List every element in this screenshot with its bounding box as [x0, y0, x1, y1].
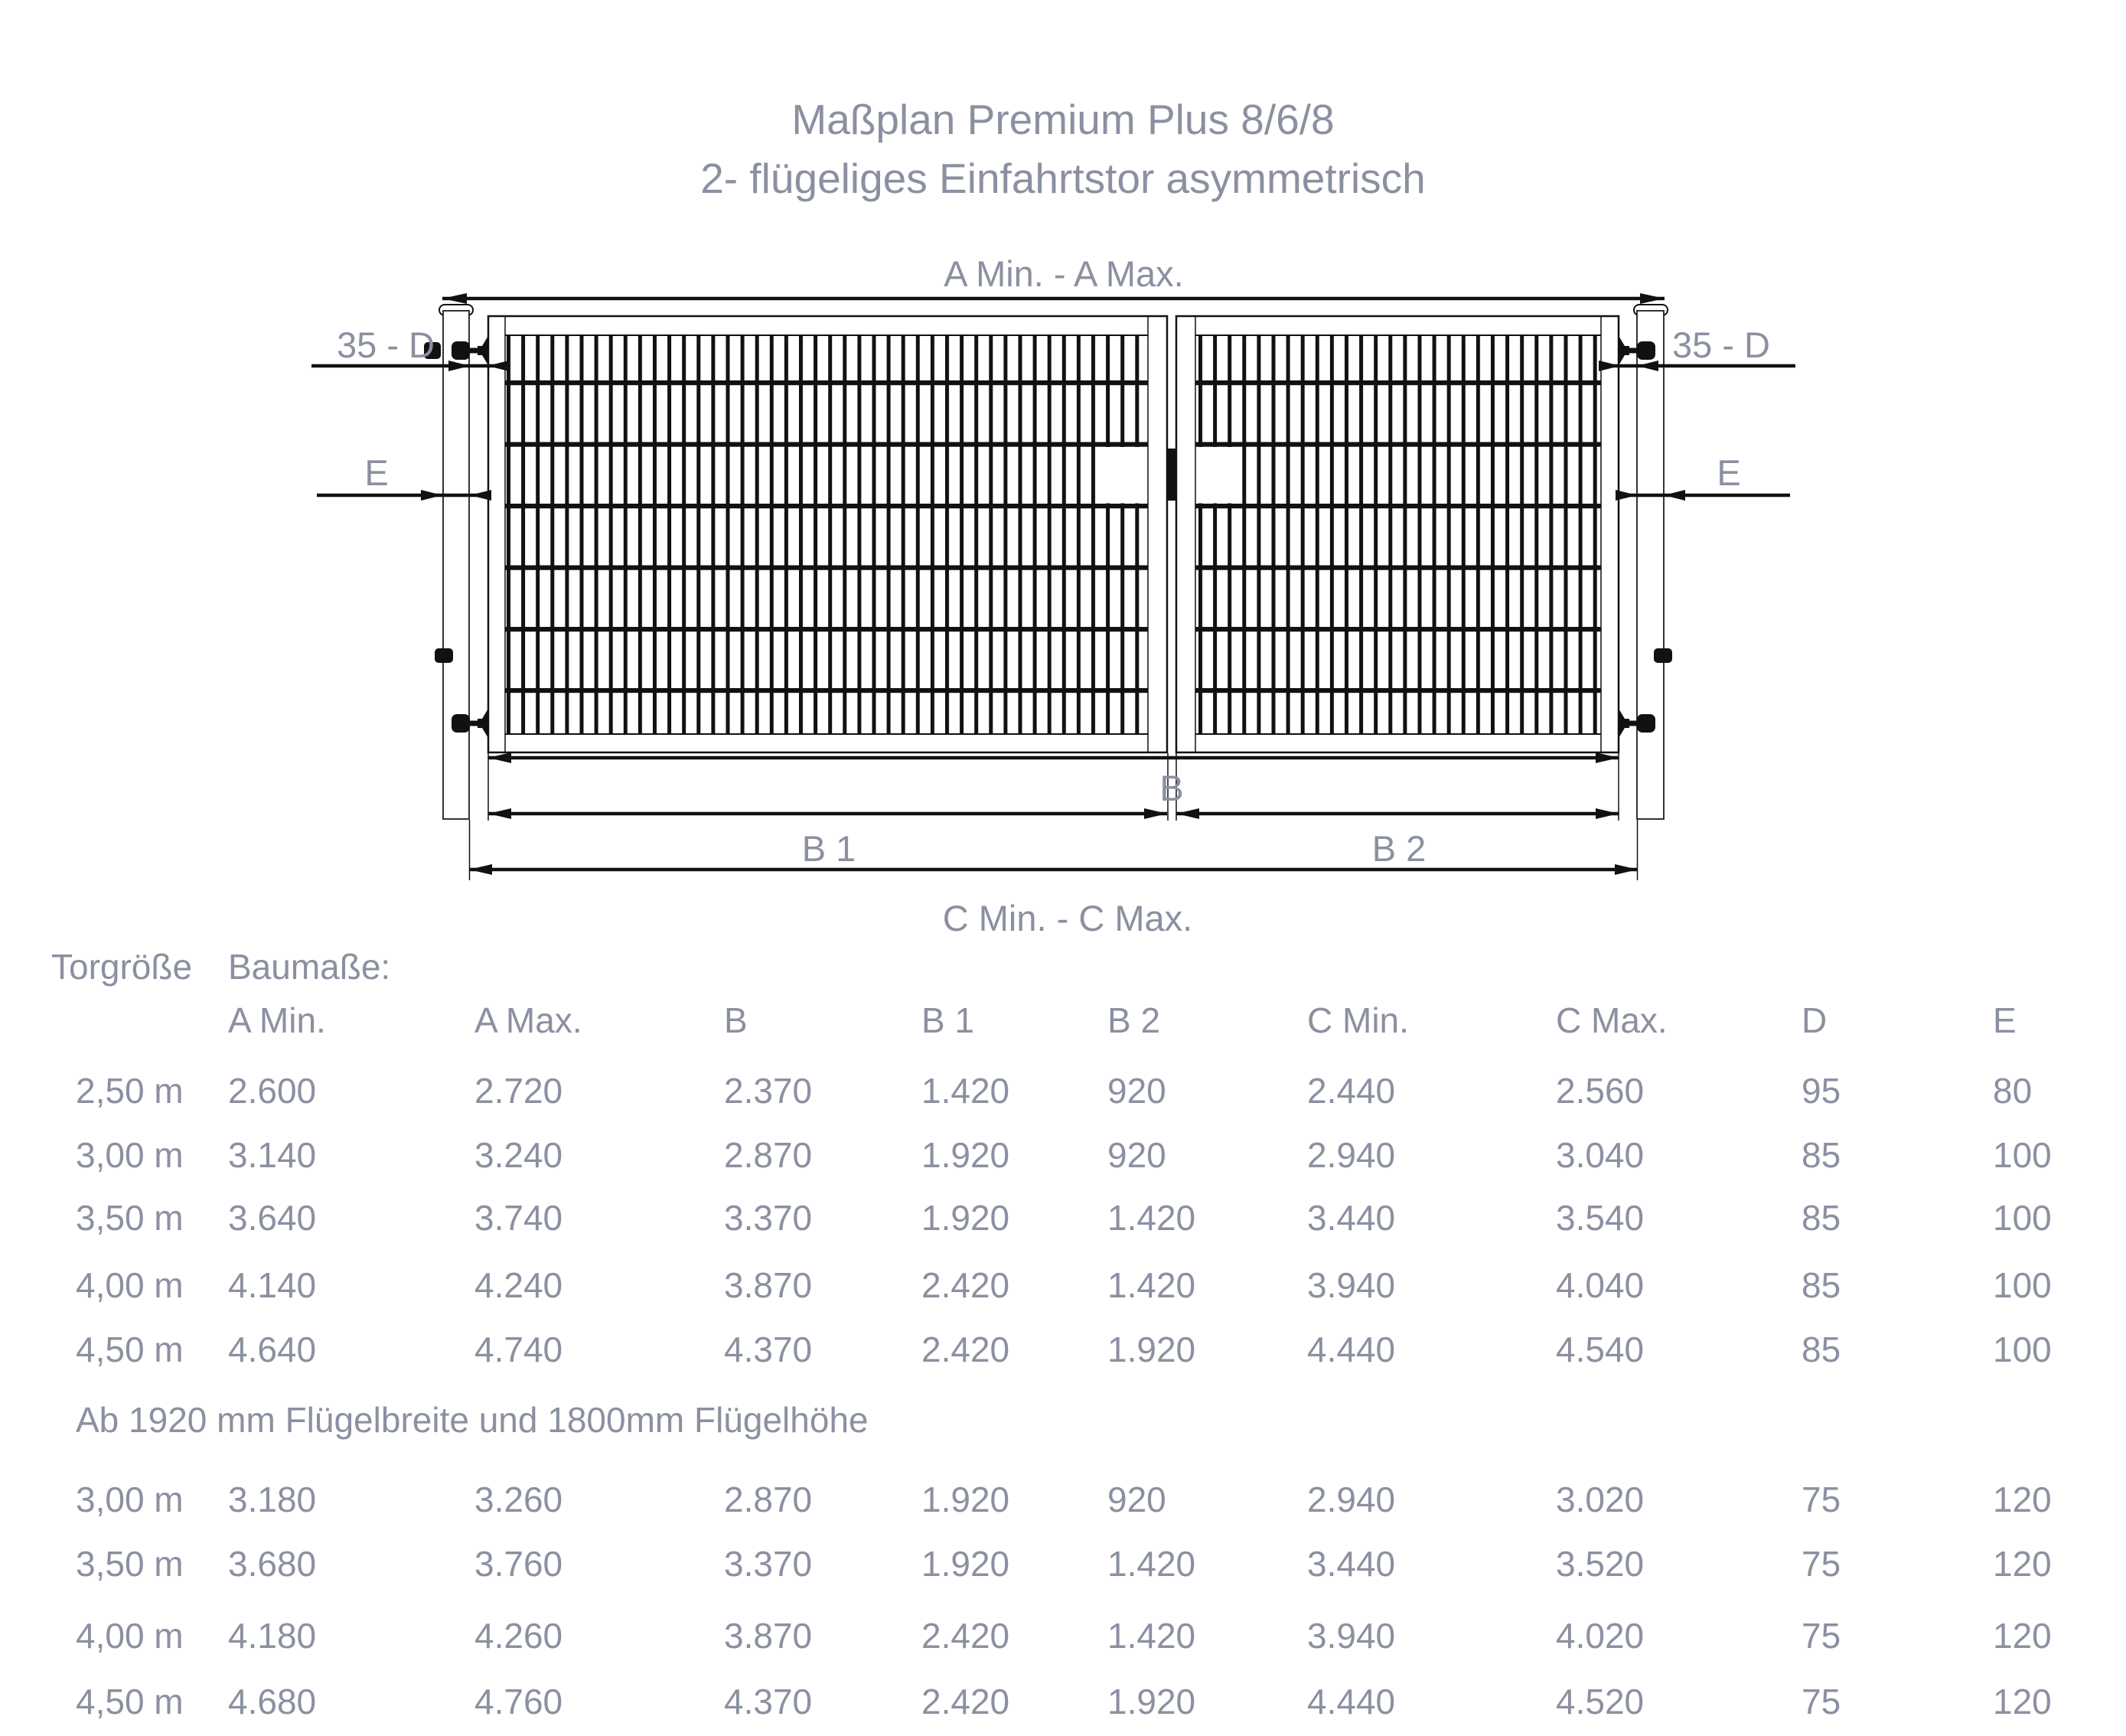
dim-a-label: A Min. - A Max.: [944, 253, 1184, 294]
row-size-label: 3,50 m: [76, 1544, 184, 1584]
col-header-e: E: [1993, 1000, 2017, 1040]
cell-b2: 1.420: [1107, 1616, 1196, 1656]
cell-b2: 920: [1107, 1480, 1166, 1519]
cell-a-min: 4.640: [228, 1330, 317, 1369]
row-size-label: 3,00 m: [76, 1135, 184, 1175]
cell-b2: 920: [1107, 1071, 1166, 1111]
cell-c-max: 3.040: [1556, 1135, 1645, 1175]
row-size-label: 3,50 m: [76, 1198, 184, 1238]
cell-e: 120: [1993, 1544, 2052, 1584]
cell-b1: 1.920: [921, 1135, 1010, 1175]
table-row: [0, 1545, 2126, 1583]
cell-b2: 920: [1107, 1135, 1166, 1175]
cell-d: 95: [1802, 1071, 1841, 1111]
col-header-b1: B 1: [921, 1000, 975, 1040]
col-header-b2: B 2: [1107, 1000, 1161, 1040]
cell-c-max: 3.020: [1556, 1480, 1645, 1519]
cell-a-max: 4.740: [474, 1330, 563, 1369]
cell-b: 3.870: [724, 1265, 813, 1305]
cell-c-min: 2.940: [1307, 1480, 1396, 1519]
extension-lines: [470, 753, 1638, 880]
title-line-1: Maßplan Premium Plus 8/6/8: [791, 96, 1335, 143]
cell-b2: 1.420: [1107, 1544, 1196, 1584]
cell-d: 75: [1802, 1480, 1841, 1519]
cell-e: 120: [1993, 1616, 2052, 1656]
cell-b: 2.870: [724, 1135, 813, 1175]
cell-b: 3.370: [724, 1198, 813, 1238]
dim-e-left-label: E: [364, 452, 389, 493]
table-row: [0, 1266, 2126, 1304]
cell-c-max: 4.040: [1556, 1265, 1645, 1305]
cell-b2: 1.920: [1107, 1330, 1196, 1369]
cell-a-max: 4.240: [474, 1265, 563, 1305]
col-header-a-min: A Min.: [228, 1000, 326, 1040]
table-row: [0, 1480, 2126, 1519]
cell-d: 75: [1802, 1544, 1841, 1584]
cell-c-min: 4.440: [1307, 1682, 1396, 1721]
cell-c-min: 2.940: [1307, 1135, 1396, 1175]
cell-a-min: 3.640: [228, 1198, 317, 1238]
cell-c-min: 4.440: [1307, 1330, 1396, 1369]
col-header-d: D: [1802, 1000, 1828, 1040]
cell-a-max: 4.260: [474, 1616, 563, 1656]
dim-35d-right-label: 35 - D: [1672, 325, 1770, 365]
cell-a-max: 4.760: [474, 1682, 563, 1721]
right-post: [1634, 305, 1668, 819]
row-size-label: 3,00 m: [76, 1480, 184, 1519]
table-note-row: [0, 1401, 2126, 1439]
row-size-label: 4,00 m: [76, 1265, 184, 1305]
cell-e: 120: [1993, 1682, 2052, 1721]
col-header-a-max: A Max.: [474, 1000, 582, 1040]
dim-e-right-label: E: [1717, 452, 1741, 493]
cell-c-min: 3.440: [1307, 1544, 1396, 1584]
cell-b: 3.870: [724, 1616, 813, 1656]
cell-c-min: 3.440: [1307, 1198, 1396, 1238]
cell-a-max: 3.760: [474, 1544, 563, 1584]
cell-b: 2.870: [724, 1480, 813, 1519]
cell-b1: 1.420: [921, 1071, 1010, 1111]
cell-b2: 1.420: [1107, 1198, 1196, 1238]
left-wing-bars: [507, 335, 1142, 734]
row-size-label: 4,50 m: [76, 1682, 184, 1721]
table-group-header-row: [0, 948, 2126, 986]
lock-icon: [1167, 449, 1176, 501]
cell-d: 75: [1802, 1682, 1841, 1721]
cell-b: 4.370: [724, 1682, 813, 1721]
col-header-c-min: C Min.: [1307, 1000, 1409, 1040]
cell-b1: 2.420: [921, 1330, 1010, 1369]
cell-a-min: 4.680: [228, 1682, 317, 1721]
table-row: [0, 1330, 2126, 1369]
table-row: [0, 1199, 2126, 1237]
dim-c-label: C Min. - C Max.: [942, 898, 1193, 938]
cell-c-min: 3.940: [1307, 1616, 1396, 1656]
cell-a-min: 3.140: [228, 1135, 317, 1175]
left-post: [439, 305, 473, 819]
cell-b1: 2.420: [921, 1682, 1010, 1721]
row-size-label: 2,50 m: [76, 1071, 184, 1111]
cell-a-max: 3.260: [474, 1480, 563, 1519]
cell-b1: 2.420: [921, 1616, 1010, 1656]
cell-a-min: 4.180: [228, 1616, 317, 1656]
right-wing-bars: [1198, 335, 1599, 734]
cell-b2: 1.920: [1107, 1682, 1196, 1721]
cell-e: 100: [1993, 1330, 2052, 1369]
page-title: [0, 90, 2126, 208]
cell-c-min: 3.940: [1307, 1265, 1396, 1305]
cell-c-max: 4.020: [1556, 1616, 1645, 1656]
dim-b: [488, 752, 1619, 808]
cell-b: 3.370: [724, 1544, 813, 1584]
cell-c-max: 4.520: [1556, 1682, 1645, 1721]
dim-b2-label: B 2: [1371, 828, 1427, 869]
dim-35d-left-label: 35 - D: [337, 325, 435, 365]
cell-c-max: 4.540: [1556, 1330, 1645, 1369]
table-column-header-row: [0, 1001, 2126, 1039]
row-size-label: 4,50 m: [76, 1330, 184, 1369]
dim-b-label: B: [1159, 768, 1184, 808]
cell-d: 85: [1802, 1265, 1841, 1305]
cell-a-min: 3.180: [228, 1480, 317, 1519]
cell-c-max: 2.560: [1556, 1071, 1645, 1111]
cell-a-max: 2.720: [474, 1071, 563, 1111]
gate-diagram: [0, 253, 2126, 949]
baumasse-header: Baumaße:: [228, 947, 391, 987]
cell-e: 100: [1993, 1135, 2052, 1175]
cell-b1: 1.920: [921, 1198, 1010, 1238]
cell-d: 85: [1802, 1330, 1841, 1369]
cell-b: 2.370: [724, 1071, 813, 1111]
cell-c-max: 3.540: [1556, 1198, 1645, 1238]
left-lock-stile: [1100, 447, 1147, 504]
cell-e: 120: [1993, 1480, 2052, 1519]
cell-c-min: 2.440: [1307, 1071, 1396, 1111]
dim-b1-label: B 1: [801, 828, 856, 869]
dim-c: [469, 864, 1638, 938]
table-note: Ab 1920 mm Flügelbreite und 1800mm Flügelhöhe: [76, 1400, 869, 1440]
cell-a-max: 3.740: [474, 1198, 563, 1238]
table-row: [0, 1617, 2126, 1655]
cell-d: 85: [1802, 1198, 1841, 1238]
dim-b1: [488, 808, 1167, 869]
cell-b1: 1.920: [921, 1480, 1010, 1519]
cell-d: 75: [1802, 1616, 1841, 1656]
cell-d: 85: [1802, 1135, 1841, 1175]
cell-a-min: 2.600: [228, 1071, 317, 1111]
right-lock-stile: [1196, 447, 1241, 504]
cell-b1: 2.420: [921, 1265, 1010, 1305]
dim-b2: [1176, 808, 1619, 869]
row-size-label: 4,00 m: [76, 1616, 184, 1656]
cell-e: 100: [1993, 1265, 2052, 1305]
torgroesse-header: Torgröße: [51, 947, 193, 987]
cell-b: 4.370: [724, 1330, 813, 1369]
col-header-c-max: C Max.: [1556, 1000, 1668, 1040]
col-header-b: B: [724, 1000, 748, 1040]
cell-a-min: 3.680: [228, 1544, 317, 1584]
cell-e: 100: [1993, 1198, 2052, 1238]
cell-e: 80: [1993, 1071, 2033, 1111]
table-row: [0, 1136, 2126, 1174]
cell-a-max: 3.240: [474, 1135, 563, 1175]
cell-a-min: 4.140: [228, 1265, 317, 1305]
cell-b1: 1.920: [921, 1544, 1010, 1584]
table-row: [0, 1682, 2126, 1721]
cell-c-max: 3.520: [1556, 1544, 1645, 1584]
title-line-2: 2- flügeliges Einfahrtstor asymmetrisch: [700, 155, 1426, 202]
cell-b2: 1.420: [1107, 1265, 1196, 1305]
table-row: [0, 1072, 2126, 1110]
dim-a: [442, 253, 1665, 304]
